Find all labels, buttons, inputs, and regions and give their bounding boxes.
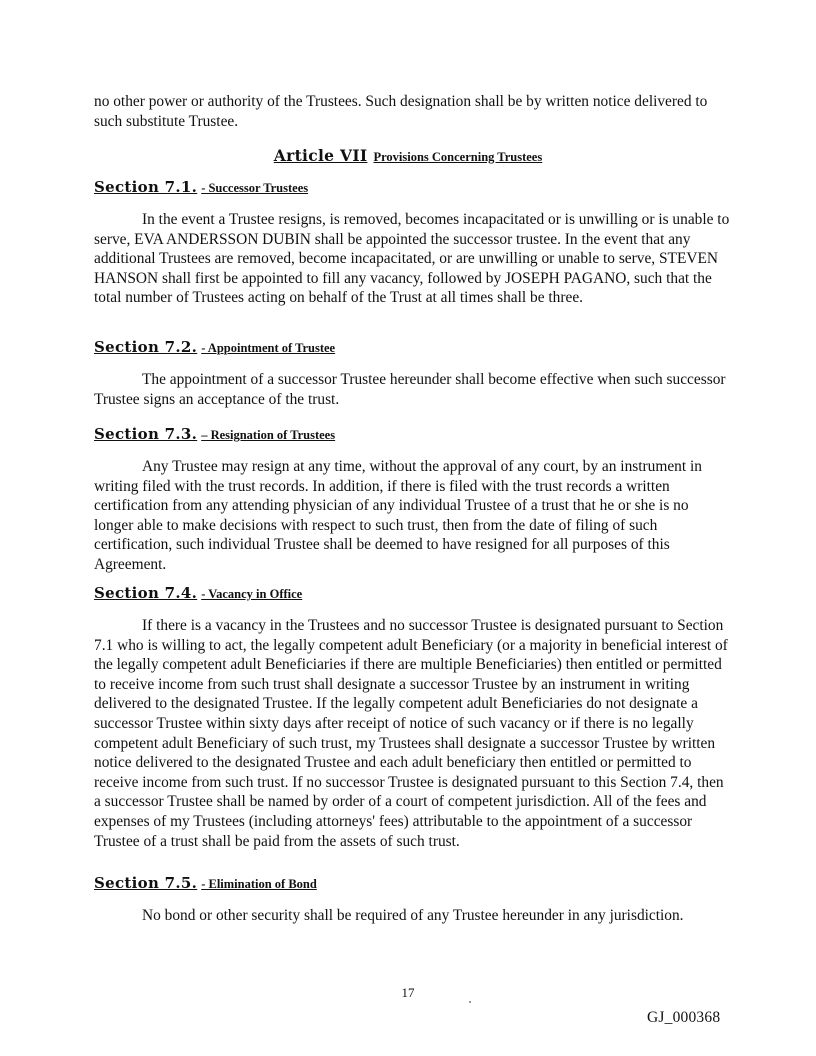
bates-number: GJ_000368: [647, 1009, 721, 1026]
intro-paragraph: no other power or authority of the Trustees. Such designation shall be by written notice delivered to such substitute Trustee.: [94, 93, 708, 130]
section-subtitle: – Resignation of Trustees: [201, 428, 336, 442]
section-subtitle: - Elimination of Bond: [201, 877, 317, 891]
article-subtitle: Provisions Concerning Trustees: [373, 150, 543, 164]
section-7-2-heading: [94, 338, 335, 357]
section-7-1-body: In the event a Trustee resigns, is removed, becomes incapacitated or is unwilling or is unable to serve, EVA ANDERSSON DUBIN shall be appointed the successor trustee. In the event that any additional Trustees are removed, become incapacitated, or are unwilling or unable to serve, STEVEN HANSON shall first be appointed to fill any vacancy, followed by JOSEPH PAGANO, such that the total number of Trustees acting on behalf of the Trust at all times shall be three.: [94, 211, 730, 307]
section-7-2-body: The appointment of a successor Trustee hereunder shall become effective when such successor Trustee signs an acceptance of the trust.: [94, 371, 726, 408]
section-7-4-heading: [94, 584, 302, 603]
section-subtitle: - Appointment of Trustee: [201, 341, 336, 355]
article-heading: [0, 146, 816, 166]
section-7-5-body: No bond or other security shall be required of any Trustee hereunder in any jurisdiction.: [142, 907, 684, 924]
section-label: Section 7.4.: [94, 584, 198, 602]
section-7-3-body: Any Trustee may resign at any time, without the approval of any court, by an instrument in writing filed with the trust records. In addition, if there is filed with the trust records a written certification from any attending physician of any individual Trustee of a trust that he or she is no longer able to make decisions with respect to such trust, then from the date of filing of such certification, such individual Trustee shall be deemed to have resigned for all purposes of this Agreement.: [94, 458, 702, 573]
section-label: Section 7.2.: [94, 338, 198, 356]
section-subtitle: - Successor Trustees: [201, 181, 309, 195]
section-label: Section 7.3.: [94, 425, 198, 443]
section-7-1-heading: [94, 178, 308, 197]
page-number: 17: [401, 985, 415, 1000]
scan-speck: [469, 1001, 471, 1003]
section-7-4-body: If there is a vacancy in the Trustees and no successor Trustee is designated pursuant to Section 7.1 who is willing to act, the legally competent adult Beneficiary (or a majority in beneficial interest of the legally competent adult Beneficiaries if there are multiple Beneficiaries) then entitled or permitted to receive income from such trust shall designate a successor Trustee by an instrument in writing delivered to the designated Trustee. If the legally competent adult Beneficiaries do not designate a successor Trustee within sixty days after receipt of notice of such vacancy or if there is no legally competent adult Beneficiary of such trust, my Trustees shall designate a successor Trustee by written notice delivered to the designated Trustee and each adult beneficiary then entitled or permitted to receive income from such trust. If no successor Trustee is designated pursuant to this Section 7.4, then a successor Trustee shall be named by order of a court of competent jurisdiction. All of the fees and expenses of my Trustees (including attorneys' fees) attributable to the appointment of a successor Trustee of a trust shall be paid from the assets of such trust.: [94, 617, 728, 850]
section-label: Section 7.5.: [94, 874, 198, 892]
article-title: Article VII: [273, 146, 368, 165]
section-7-3-heading: [94, 425, 335, 444]
section-label: Section 7.1.: [94, 178, 198, 196]
section-subtitle: - Vacancy in Office: [201, 587, 303, 601]
section-7-5-heading: [94, 874, 317, 893]
